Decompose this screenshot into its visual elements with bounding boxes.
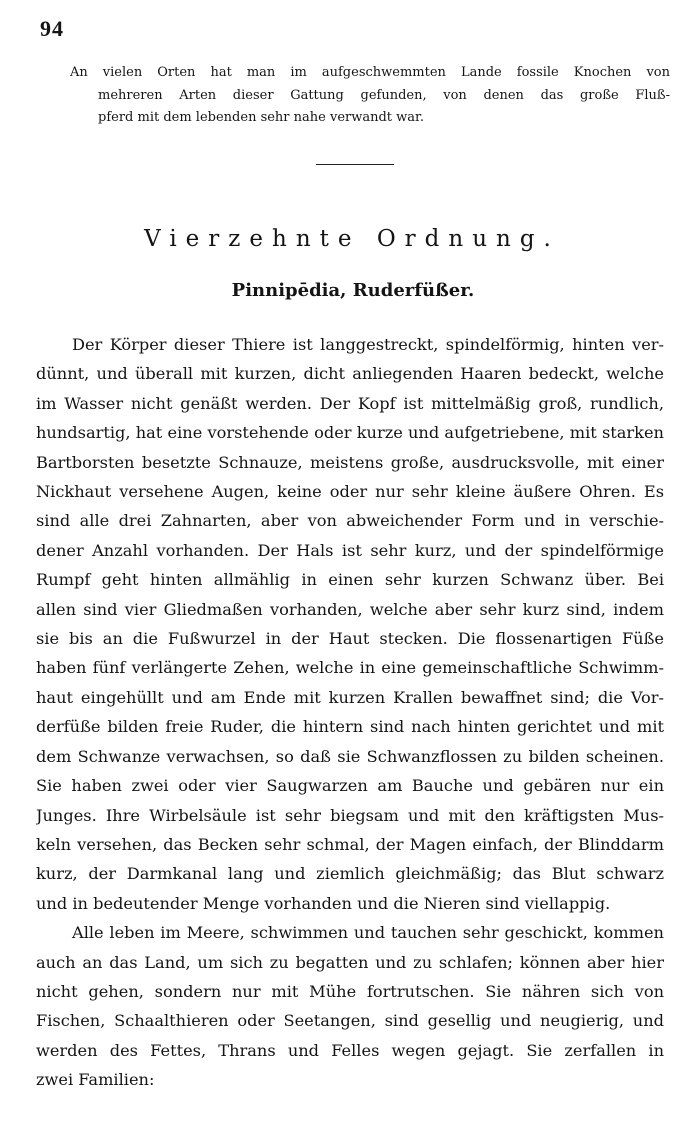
page-number: 94 (40, 16, 64, 41)
paragraph-1-line: dem Schwanze verwachsen, so daß sie Schwanzflossen zu bilden scheinen. (36, 746, 664, 766)
paragraph-1-line: Bartborsten besetzte Schnauze, meistens große, ausdrucksvolle, mit einer (36, 452, 664, 472)
footnote-line: mehreren Arten dieser Gattung gefunden, von denen das große Fluß- (98, 87, 670, 103)
paragraph-1-line: Der Körper dieser Thiere ist langgestreckt, spindelförmig, hinten ver- (72, 335, 664, 354)
paragraph-1-line: und in bedeutender Menge vorhanden und die Nieren sind viellappig. (36, 893, 611, 913)
paragraph-1-line: Rumpf geht hinten allmählig in einen sehr kurzen Schwanz über. Bei (36, 570, 664, 590)
order-subtitle: Pinnipēdia, Ruderfüßer. (231, 280, 475, 301)
paragraph-2-line: Alle leben im Meere, schwimmen und tauchen sehr geschickt, kommen (72, 923, 664, 943)
body-text (36, 330, 664, 1095)
paragraph-2-line: zwei Familien: (36, 1070, 155, 1090)
paragraph-1-line: Sie haben zwei oder vier Saugwarzen am Bauche und gebären nur ein (36, 776, 664, 796)
paragraph-1-line: dener Anzahl vorhanden. Der Hals ist sehr kurz, und der spindelförmige (36, 540, 664, 560)
paragraph-1-line: derfüße bilden freie Ruder, die hintern sind nach hinten gerichtet und mit (36, 717, 664, 737)
footnote-line: pferd mit dem lebenden sehr nahe verwandt war. (98, 110, 424, 125)
paragraph-1-line: Nickhaut versehene Augen, keine oder nur sehr kleine äußere Ohren. Es (36, 482, 664, 502)
paragraph-1-line: sind alle drei Zahnarten, aber von abweichender Form und in verschie- (36, 511, 664, 531)
paragraph-2-line: auch an das Land, um sich zu begatten und zu schlafen; können aber hier (36, 952, 664, 972)
paragraph-2-line: Fischen, Schaalthieren oder Seetangen, sind gesellig und neugierig, und (36, 1011, 664, 1031)
paragraph-1-line: sie bis an die Fußwurzel in der Haut stecken. Die flossenartigen Füße (36, 629, 664, 649)
footnote-line: An vielen Orten hat man im aufgeschwemmten Lande fossile Knochen von (70, 65, 670, 80)
paragraph-1-line: hundsartig, hat eine vorstehende oder kurze und aufgetriebene, mit starken (36, 423, 664, 443)
order-title: Vierzehnte Ordnung. (144, 226, 560, 252)
paragraph-1-line: kurz, der Darmkanal lang und ziemlich gleichmäßig; das Blut schwarz (36, 864, 664, 884)
footnote (70, 62, 670, 130)
section-divider (316, 164, 394, 165)
paragraph-1-line: dünnt, und überall mit kurzen, dicht anliegenden Haaren bedeckt, welche (36, 364, 664, 384)
paragraph-1-line: keln versehen, das Becken sehr schmal, der Magen einfach, der Blinddarm (36, 834, 664, 854)
paragraph-1-line: allen sind vier Gliedmaßen vorhanden, welche aber sehr kurz sind, indem (36, 599, 664, 619)
paragraph-2-line: nicht gehen, sondern nur mit Mühe fortrutschen. Sie nähren sich von (36, 981, 664, 1001)
paragraph-1-line: im Wasser nicht genäßt werden. Der Kopf ist mittelmäßig groß, rundlich, (36, 393, 664, 413)
paragraph-2-line: werden des Fettes, Thrans und Felles wegen gejagt. Sie zerfallen in (36, 1040, 664, 1060)
paragraph-1-line: haut eingehüllt und am Ende mit kurzen Krallen bewaffnet sind; die Vor- (36, 687, 664, 707)
paragraph-1-line: Junges. Ihre Wirbelsäule ist sehr biegsam und mit den kräftigsten Mus- (36, 805, 664, 825)
paragraph-1-line: haben fünf verlängerte Zehen, welche in eine gemeinschaftliche Schwimm- (36, 658, 664, 678)
